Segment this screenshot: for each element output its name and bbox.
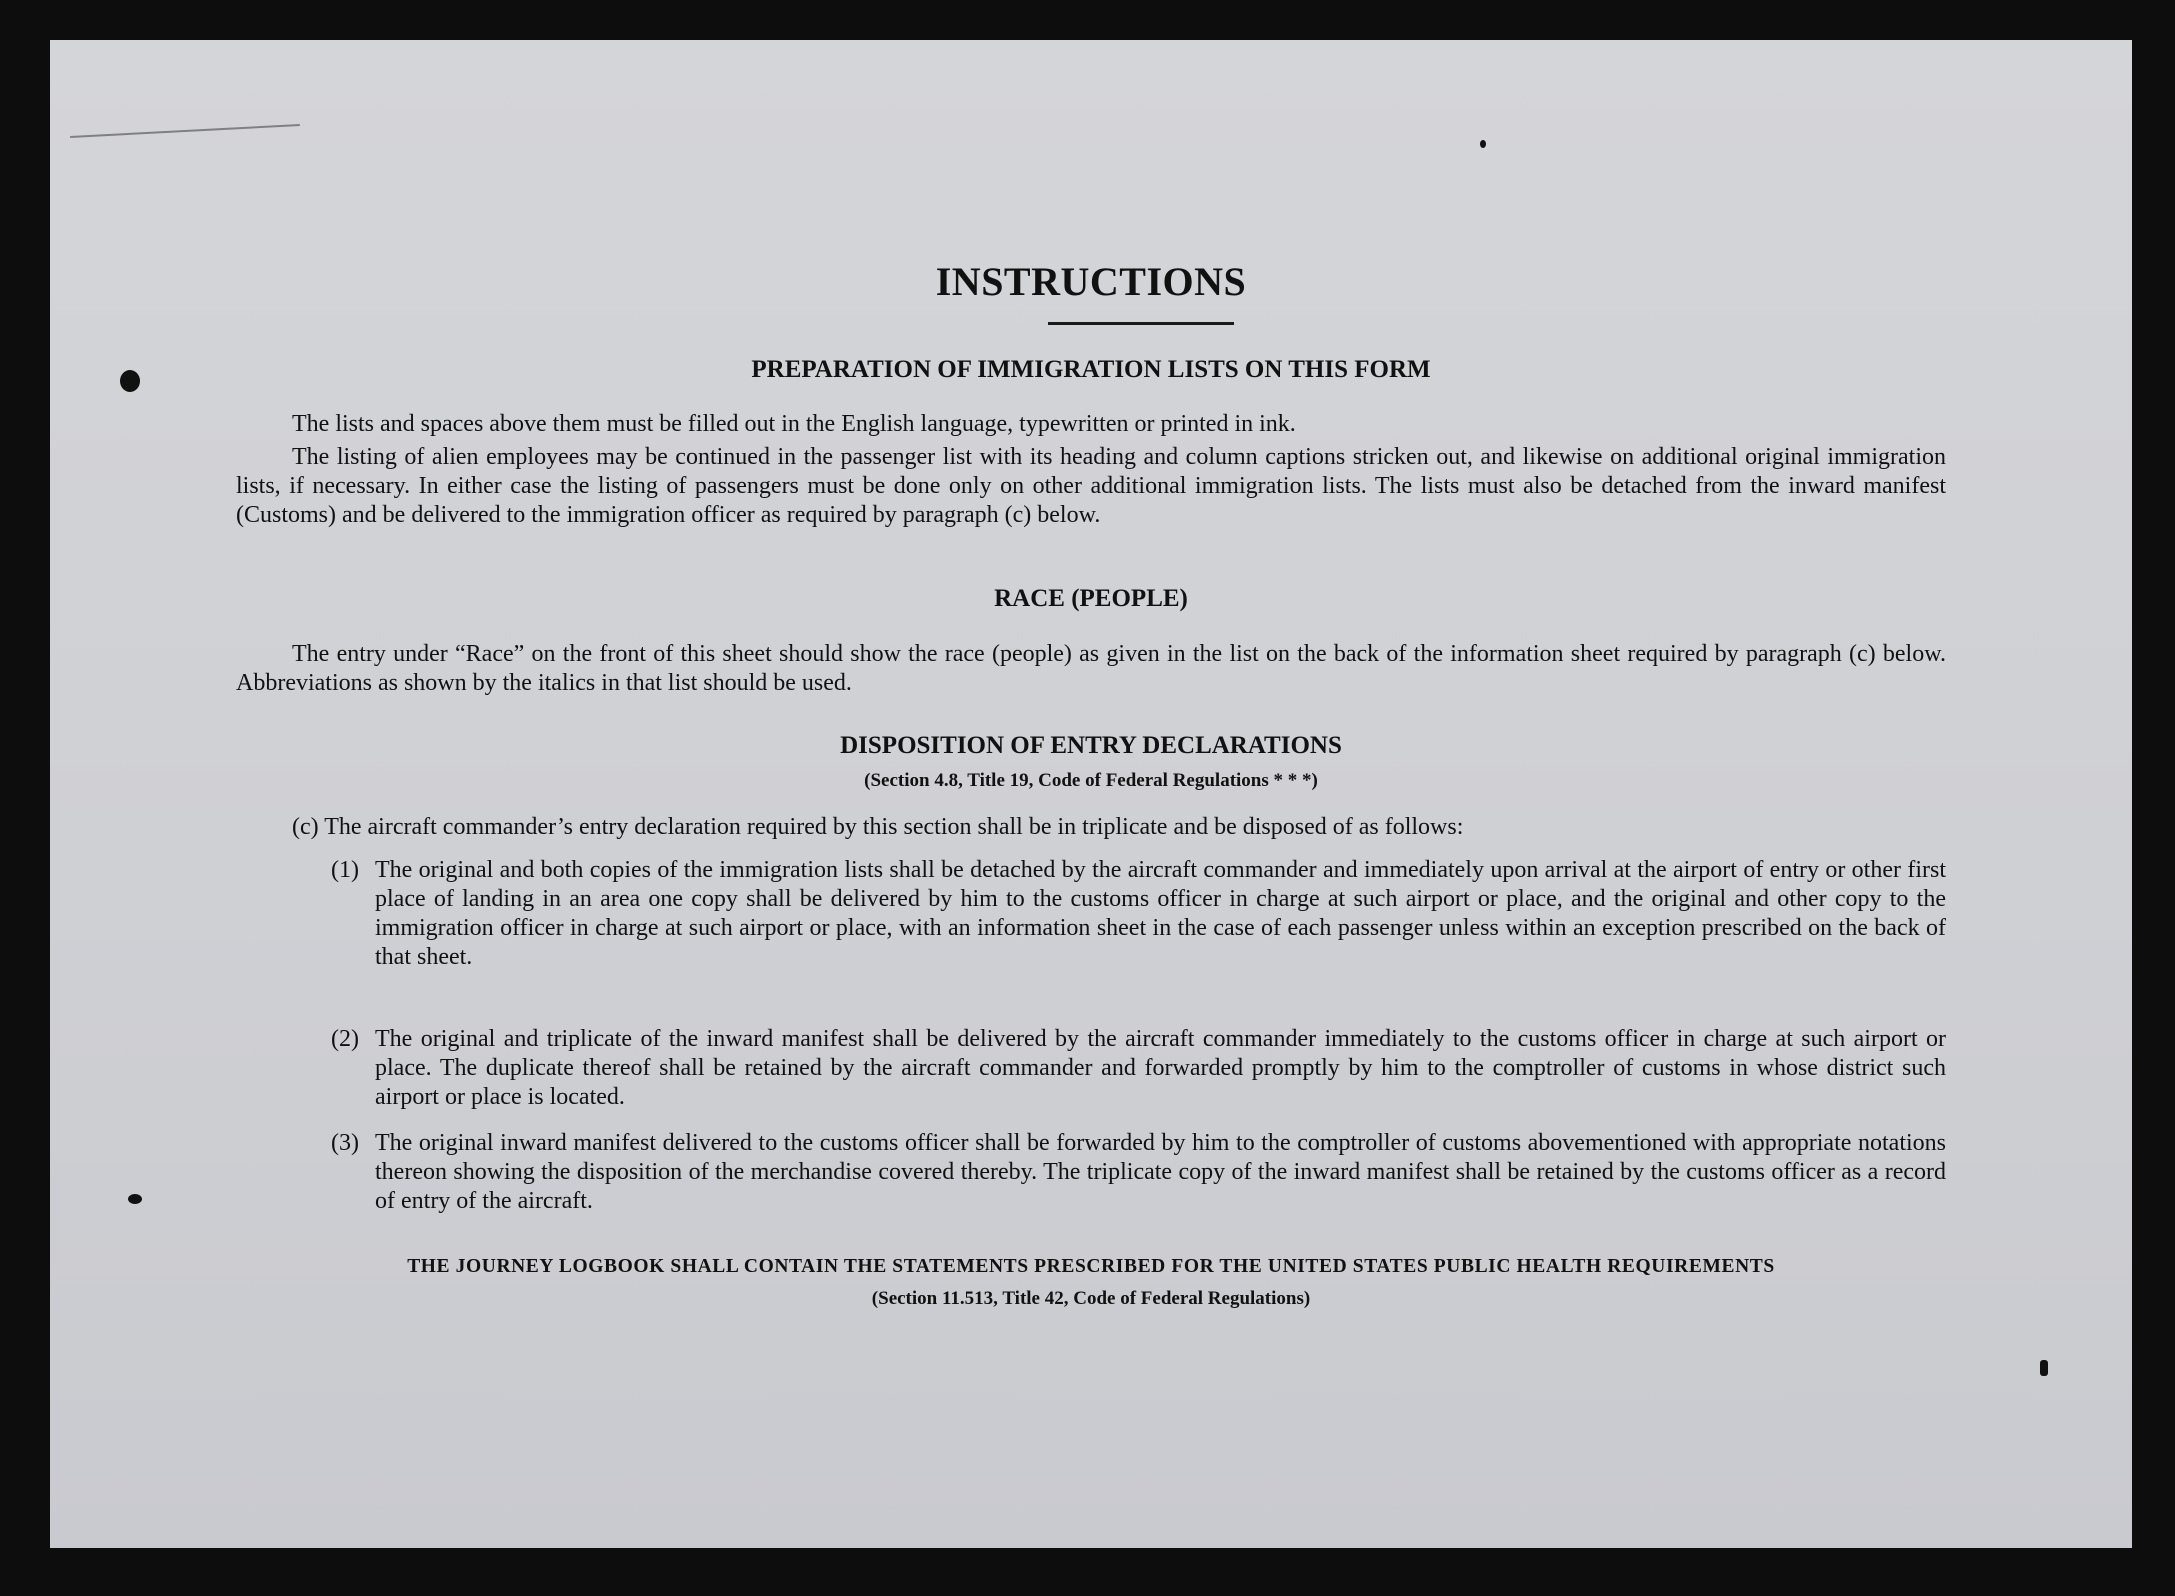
ink-blot bbox=[2040, 1360, 2048, 1376]
ink-blot bbox=[128, 1194, 142, 1204]
list-item bbox=[331, 1129, 1946, 1216]
paper-scratch bbox=[70, 124, 300, 138]
list-item-text: The original and triplicate of the inward manifest shall be delivered by the aircraft commander immediately to the customs officer in charge at such airport or place. The duplicate thereof shall be retained by the aircraft commander and forwarded promptly by him to the comptroller of customs in whose district such airport or place is located. bbox=[375, 1026, 1946, 1110]
list-item bbox=[331, 1025, 1946, 1112]
paragraph-alien-employees-text: The listing of alien employees may be continued in the passenger list with its heading and column captions stricken out, and likewise on additional original immigration lists, if necessary. In either case the listing of passengers must be done only on other additional immigration lists. The lists must also be detached from the inward manifest (Customs) and be delivered to the immigration officer as required by paragraph (c) below. bbox=[236, 444, 1946, 528]
paragraph-race bbox=[236, 640, 1946, 698]
section-heading-race: RACE (PEOPLE) bbox=[994, 585, 1188, 612]
footer-citation: (Section 11.513, Title 42, Code of Federal Regulations) bbox=[871, 1288, 1311, 1309]
paragraph-language-text: The lists and spaces above them must be filled out in the English language, typewritten or printed in ink. bbox=[292, 411, 1296, 437]
paragraph-alien-employees bbox=[236, 443, 1946, 530]
section-heading-preparation: PREPARATION OF IMMIGRATION LISTS ON THIS FORM bbox=[751, 356, 1431, 383]
paragraph-language bbox=[236, 410, 1946, 439]
list-item-text: The original and both copies of the immigration lists shall be detached by the aircraft commander and immediately upon arrival at the airport of entry or other first place of landing in an area one copy shall be delivered by him to the customs officer in charge at such airport or place, and the original and other copy to the immigration officer in charge at such airport or place, with an information sheet in the case of each passenger unless within an exception prescribed on the back of that sheet. bbox=[375, 857, 1946, 970]
list-item-number: (3) bbox=[331, 1130, 359, 1156]
title-underline bbox=[1048, 322, 1234, 325]
list-item bbox=[331, 856, 1946, 972]
paragraph-disposition-intro-text: (c) The aircraft commander’s entry declaration required by this section shall be in triplicate and be disposed of as follows: bbox=[292, 814, 1464, 840]
paragraph-disposition-intro bbox=[236, 813, 1946, 842]
section-heading-disposition: DISPOSITION OF ENTRY DECLARATIONS bbox=[840, 732, 1342, 759]
ink-blot bbox=[1480, 140, 1486, 148]
bleed-through-text bbox=[520, 120, 550, 150]
disposition-citation: (Section 4.8, Title 19, Code of Federal Regulations * * *) bbox=[864, 770, 1318, 791]
list-item-number: (1) bbox=[331, 857, 359, 883]
list-item-text: The original inward manifest delivered to the customs officer shall be forwarded by him to the comptroller of customs abovementioned with appropriate notations thereon showing the disposition of the merchandise covered thereby. The triplicate copy of the inward manifest shall be retained by the customs officer as a record of entry of the aircraft. bbox=[375, 1130, 1946, 1214]
footer-statement: THE JOURNEY LOGBOOK SHALL CONTAIN THE STATEMENTS PRESCRIBED FOR THE UNITED STATES PUBLIC HEALTH REQUIREMENTS bbox=[407, 1256, 1775, 1277]
paragraph-race-text: The entry under “Race” on the front of this sheet should show the race (people) as given in the list on the back of the information sheet required by paragraph (c) below. Abbreviations as shown by the italics in that list should be used. bbox=[236, 641, 1946, 696]
document-page bbox=[50, 40, 2132, 1548]
ink-blot bbox=[120, 370, 140, 392]
list-item-number: (2) bbox=[331, 1026, 359, 1052]
page-title: INSTRUCTIONS bbox=[935, 259, 1247, 304]
